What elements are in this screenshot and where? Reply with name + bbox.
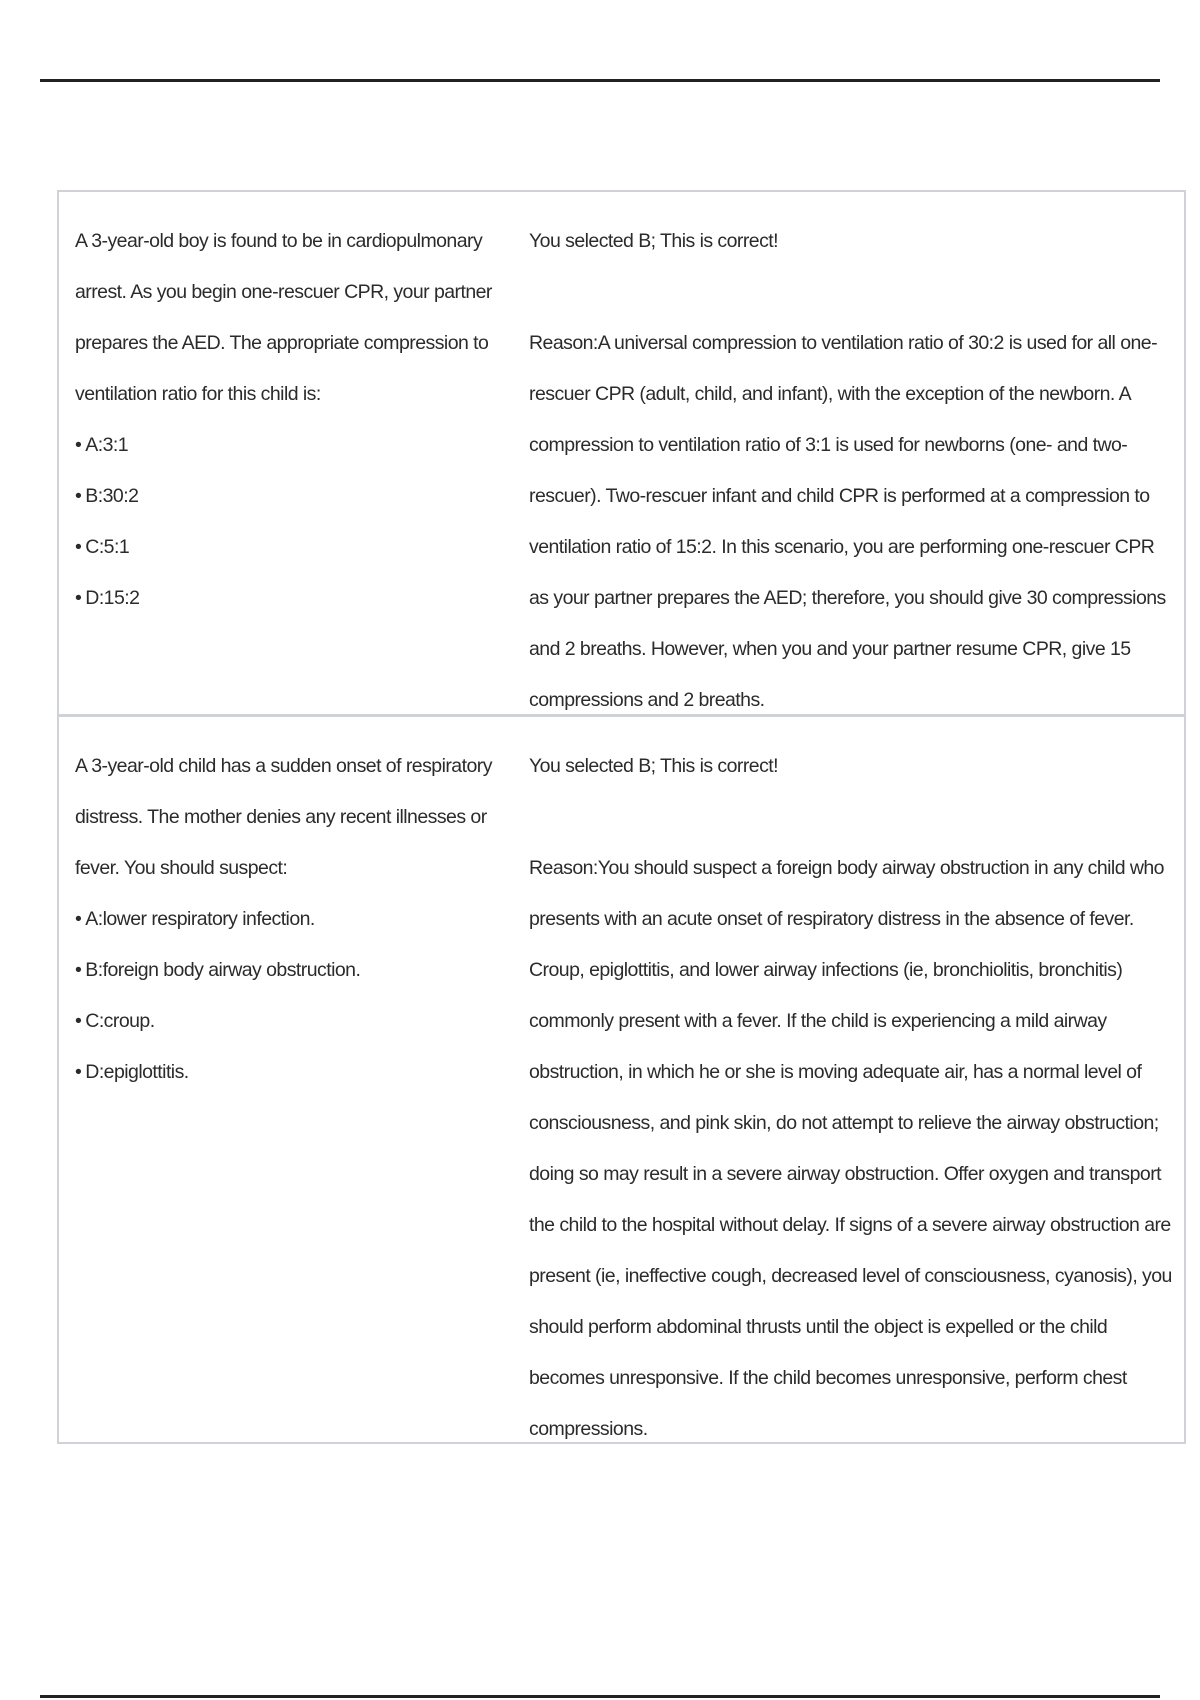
answer-options (75, 420, 517, 624)
option-d: • D:epiglottitis. (75, 1047, 517, 1098)
option-b: • B:foreign body airway obstruction. (75, 945, 517, 996)
option-a: • A:lower respiratory infection. (75, 894, 517, 945)
option-c: • C:5:1 (75, 522, 517, 573)
reason-text: Reason:A universal compression to ventilation ratio of 30:2 is used for all one-rescuer CPR (adult, child, and infant), with the exception of the newborn. A compression to ventilation ratio of 3:1 is used for newborns (one- and two-rescuer). Two-rescuer infant and child CPR is performed at a compression to ventilation ratio of 15:2. In this scenario, you are performing one-rescuer CPR as your partner prepares the AED; therefore, you should give 30 compressions and 2 breaths. However, when you and your partner resume CPR, give 15 compressions and 2 breaths. (529, 332, 1166, 711)
question-cell (59, 192, 529, 714)
question-text: A 3-year-old child has a sudden onset of respiratory distress. The mother denies any recent illnesses or fever. You should suspect: (75, 755, 492, 879)
option-d: • D:15:2 (75, 573, 517, 624)
question-cell (59, 717, 529, 1442)
question-row-1 (59, 192, 1184, 714)
result-text: You selected B; This is correct! (529, 755, 779, 777)
bottom-divider (40, 1695, 1160, 1698)
answer-cell (529, 192, 1184, 714)
question-row-2 (59, 714, 1184, 1442)
option-a: • A:3:1 (75, 420, 517, 471)
answer-options (75, 894, 517, 1098)
option-c: • C:croup. (75, 996, 517, 1047)
result-text: You selected B; This is correct! (529, 230, 779, 252)
option-b: • B:30:2 (75, 471, 517, 522)
question-answer-table (57, 190, 1186, 1444)
answer-cell (529, 717, 1184, 1442)
reason-text: Reason:You should suspect a foreign body airway obstruction in any child who presents with an acute onset of respiratory distress in the absence of fever. Croup, epiglottitis, and lower airway infections (ie, bronchiolitis, bronchitis) commonly present with a fever. If the child is experiencing a mild airway obstruction, in which he or she is moving adequate air, has a normal level of consciousness, and pink skin, do not attempt to relieve the airway obstruction; doing so may result in a severe airway obstruction. Offer oxygen and transport the child to the hospital without delay. If signs of a severe airway obstruction are present (ie, ineffective cough, decreased level of consciousness, cyanosis), you should perform abdominal thrusts until the object is expelled or the child becomes unresponsive. If the child becomes unresponsive, perform chest compressions. (529, 857, 1172, 1440)
top-divider (40, 79, 1160, 82)
question-text: A 3-year-old boy is found to be in cardiopulmonary arrest. As you begin one-rescuer CPR, your partner prepares the AED. The appropriate compression to ventilation ratio for this child is: (75, 230, 492, 405)
